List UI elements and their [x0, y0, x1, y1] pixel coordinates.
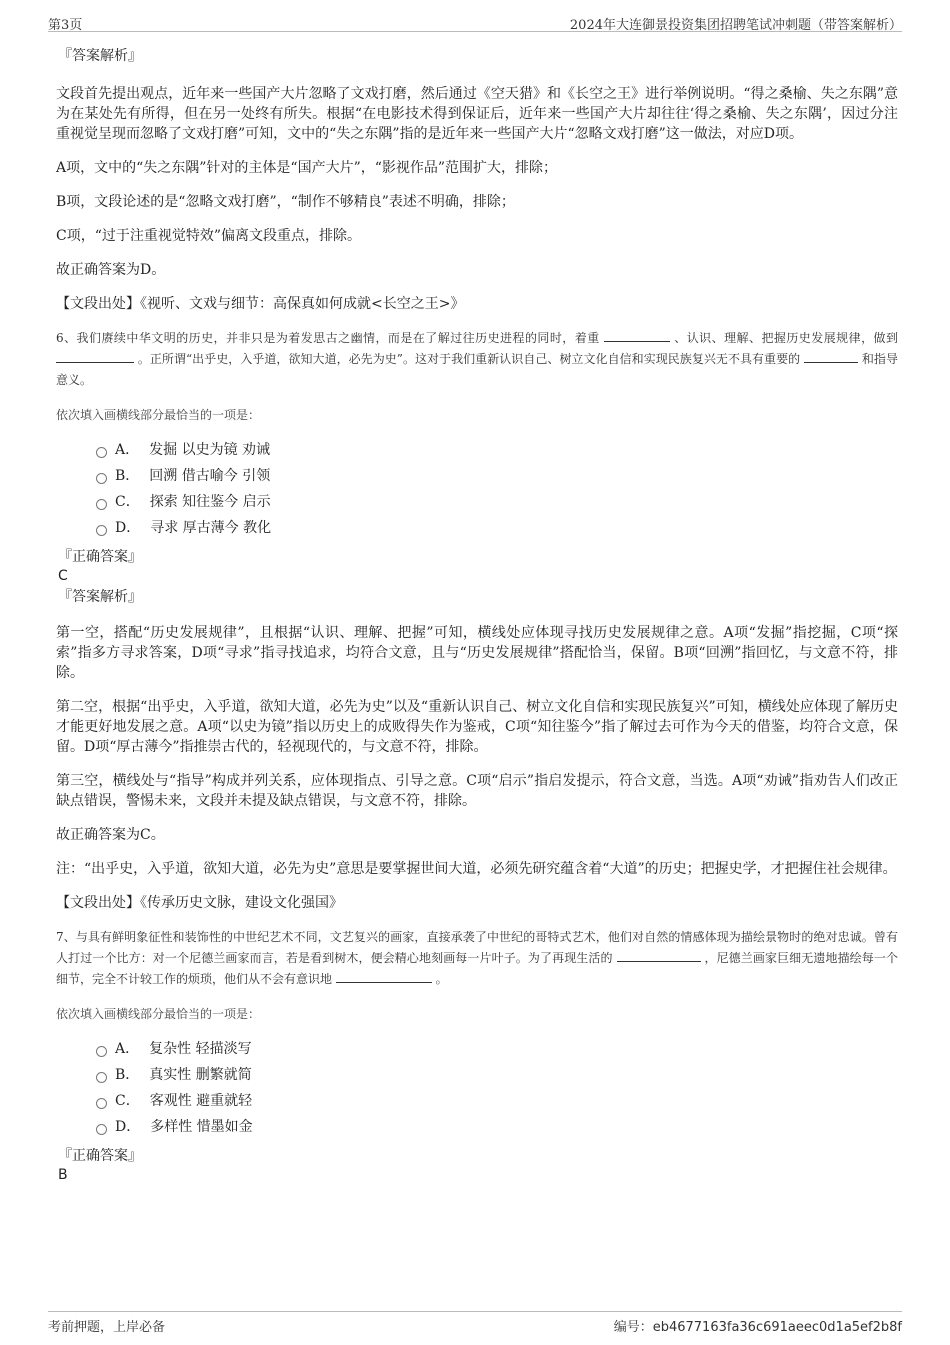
conclusion: 故正确答案为C。 [56, 827, 165, 843]
correct-answer-label: 『正确答案』 [58, 1148, 142, 1164]
document-body [56, 46, 898, 1184]
option-b[interactable]: B． 回溯 借古喻今 引领 [96, 463, 898, 489]
blank-2 [56, 349, 134, 363]
source-citation: 【文段出处】《视听、文戏与细节：高保真如何成就<长空之王>》 [56, 296, 465, 312]
blank-1 [604, 328, 670, 342]
blank-1 [617, 948, 701, 962]
analysis-option-a: A项，文中的“失之东隅”针对的主体是“国产大片”，“影视作品”范围扩大，排除； [56, 160, 558, 176]
correct-answer: B [58, 1167, 68, 1183]
radio-icon[interactable] [96, 1072, 107, 1083]
analysis-paragraph: 文段首先提出观点，近年来一些国产大片忽略了文戏打磨，然后通过《空天猎》和《长空之王》进行举例说明。“得之桑榆、失之东隅”意为在某处先有所得，但在另一处终有所失。根据“在电影技术得到保证后，近年来一些国产大片却往往‘得之桑榆、失之东隅’，因过分注重视觉呈现而忽略了文戏打磨”可知，文中的“失之东隅”指的是近年来一些国产大片“忽略文戏打磨”这一做法，对应D项。 [56, 86, 898, 142]
option-d[interactable]: D． 寻求 厚古薄今 教化 [96, 515, 898, 541]
radio-icon[interactable] [96, 1098, 107, 1109]
conclusion: 故正确答案为D。 [56, 262, 166, 278]
option-d[interactable]: D． 多样性 惜墨如金 [96, 1114, 898, 1140]
question-7-stem: 7、与具有鲜明象征性和装饰性的中世纪艺术不同，文艺复兴的画家，直接承袭了中世纪的哥特式艺术，他们对自然的情感体现为描绘景物时的绝对忠诚。曾有人打过一个比方：对一个尼德兰画家而言，若是看到树木，便会精心地刻画每一片叶子。为了再现生活的 ，尼德兰画家巨细无遗地描绘每一个细节，完全不计较工作的烦琐，他们从不会有意识地 。 [56, 930, 898, 986]
analysis-label: 『答案解析』 [58, 589, 142, 605]
option-a[interactable]: A． 发掘 以史为镜 劝诫 [96, 437, 898, 463]
page-header [48, 12, 902, 32]
option-a[interactable]: A． 复杂性 轻描淡写 [96, 1036, 898, 1062]
footer-slogan: 考前押题，上岸必备 [48, 1320, 166, 1335]
document-title: 2024年大连御景投资集团招聘笔试冲刺题（带答案解析） [569, 18, 902, 33]
question-6-prompt: 依次填入画横线部分最恰当的一项是： [56, 408, 261, 422]
analysis-option-c: C项，“过于注重视觉特效”偏离文段重点，排除。 [56, 228, 362, 244]
blank-3 [804, 349, 858, 363]
question-7-options [96, 1036, 898, 1140]
correct-answer: C [58, 568, 68, 584]
radio-icon[interactable] [96, 525, 107, 536]
question-6-stem: 6、我们赓续中华文明的历史，并非只是为着发思古之幽情，而是在了解过往历史进程的同时，着重 、认识、理解、把握历史发展规律，做到 。正所谓“出乎史，入乎道，欲知大道，必先为史”。这对于我们重新认识自己、树立文化自信和实现民族复兴无不具有重要的 和指导意义。 [56, 328, 898, 391]
blank-2 [336, 969, 432, 983]
note: 注：“出乎史，入乎道，欲知大道，必先为史”意思是要掌握世间大道，必须先研究蕴含着“大道”的历史；把握史学，才把握住社会规律。 [56, 861, 897, 877]
radio-icon[interactable] [96, 499, 107, 510]
question-7-prompt: 依次填入画横线部分最恰当的一项是： [56, 1007, 261, 1021]
document-code: 编号：eb4677163fa36c691aeec0d1a5ef2b8f [613, 1320, 902, 1335]
question-6-options [96, 437, 898, 541]
analysis-blank-1: 第一空，搭配“历史发展规律”，且根据“认识、理解、把握”可知，横线处应体现寻找历史发展规律之意。A项“发掘”指挖掘，C项“探索”指多方寻求答案，D项“寻求”指寻找追求，均符合文意，且与“历史发展规律”搭配恰当，保留。B项“回溯”指回忆，与文意不符，排除。 [56, 625, 898, 681]
radio-icon[interactable] [96, 1124, 107, 1135]
option-c[interactable]: C． 探索 知往鉴今 启示 [96, 489, 898, 515]
analysis-option-b: B项，文段论述的是“忽略文戏打磨”，“制作不够精良”表述不明确，排除； [56, 194, 515, 210]
option-b[interactable]: B． 真实性 删繁就简 [96, 1062, 898, 1088]
source-citation: 【文段出处】《传承历史文脉，建设文化强国》 [56, 895, 343, 911]
analysis-blank-3: 第三空，横线处与“指导”构成并列关系，应体现指点、引导之意。C项“启示”指启发提示，符合文意，当选。A项“劝诫”指劝告人们改正缺点错误，警惕未来，文段并未提及缺点错误，与文意不符，排除。 [56, 773, 898, 809]
page-number: 第3页 [48, 18, 83, 33]
radio-icon[interactable] [96, 1046, 107, 1057]
analysis-blank-2: 第二空，根据“出乎史，入乎道，欲知大道，必先为史”以及“重新认识自己、树立文化自信和实现民族复兴”可知，横线处应体现了解历史才能更好地发展之意。A项“以史为镜”指以历史上的成败得失作为鉴戒，C项“知往鉴今”指了解过去可作为今天的借鉴，均符合文意，保留。D项“厚古薄今”指推崇古代的，轻视现代的，与文意不符，排除。 [56, 699, 898, 755]
option-c[interactable]: C． 客观性 避重就轻 [96, 1088, 898, 1114]
radio-icon[interactable] [96, 473, 107, 484]
page-footer [48, 1311, 902, 1335]
analysis-label: 『答案解析』 [58, 48, 142, 64]
correct-answer-label: 『正确答案』 [58, 549, 142, 565]
radio-icon[interactable] [96, 447, 107, 458]
